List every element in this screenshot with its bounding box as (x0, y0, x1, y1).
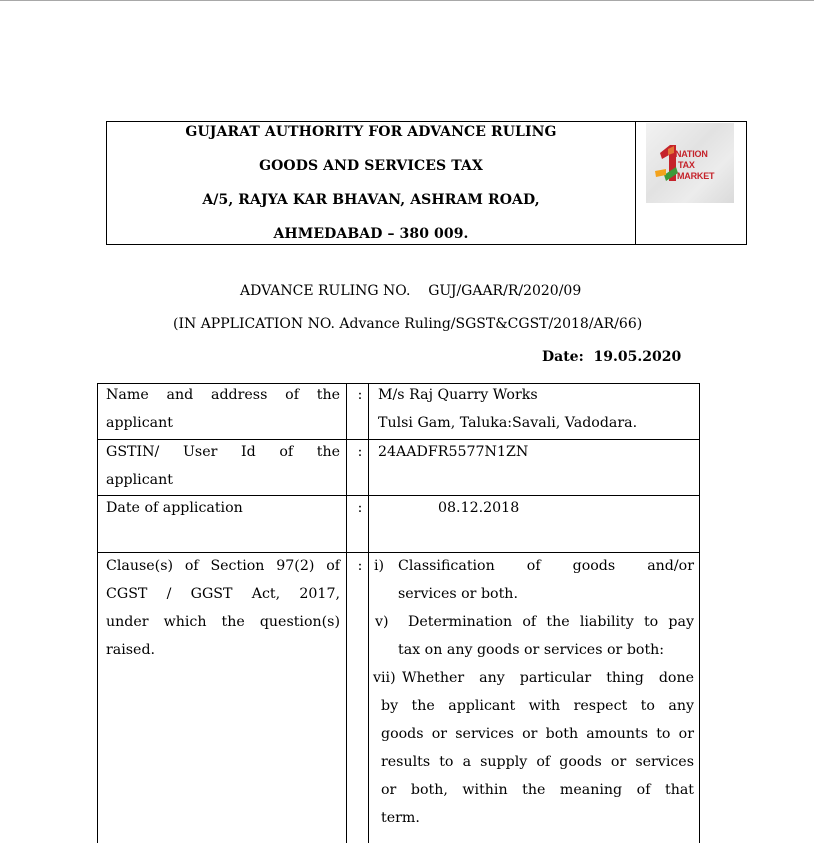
applicant-details-table (97, 383, 700, 843)
table-row-divider (98, 495, 699, 496)
clause-item-text: term. (381, 810, 420, 826)
authority-address-line: A/5, RAJYA KAR BHAVAN, ASHRAM ROAD, (202, 192, 540, 208)
table-row-label: GSTIN/ User Id of the (106, 444, 340, 460)
clause-item-text: goods or services or both amounts to or (381, 726, 694, 742)
application-number-line: (IN APPLICATION NO. Advance Ruling/SGST&CGST/2018/AR/66) (173, 316, 643, 332)
table-row-label: Date of application (106, 500, 243, 516)
table-colon: : (357, 558, 363, 574)
clause-item-text: Classification of goods and/or (398, 558, 694, 574)
logo-text-market: MARKET (677, 171, 715, 181)
clause-item-text: services or both. (398, 586, 518, 602)
advance-ruling-number-label: ADVANCE RULING NO. (240, 283, 411, 299)
table-row-label: raised. (106, 642, 156, 658)
clause-item-marker: vii) (373, 670, 396, 686)
clause-item-text: by the applicant with respect to any (381, 698, 694, 714)
application-date: 08.12.2018 (438, 500, 520, 516)
table-row-divider (98, 552, 699, 553)
clause-item-marker: i) (374, 558, 385, 574)
table-row-label: Name and address of the (106, 387, 340, 403)
clause-item-text: results to a supply of goods or services (381, 754, 694, 770)
one-nation-one-tax-logo (646, 123, 734, 203)
table-colon: : (357, 387, 363, 403)
logo-text-nation: NATION (675, 149, 708, 159)
table-row-label: applicant (106, 415, 173, 431)
applicant-gstin: 24AADFR5577N1ZN (378, 444, 529, 460)
table-colon: : (357, 500, 363, 516)
clause-item-marker: v) (375, 614, 389, 630)
applicant-address: Tulsi Gam, Taluka:Savali, Vadodara. (378, 415, 638, 431)
authority-name: GUJARAT AUTHORITY FOR ADVANCE RULING (185, 124, 557, 140)
header-divider (635, 122, 636, 244)
table-row-label: under which the question(s) (106, 614, 340, 630)
page-top-border (0, 0, 814, 1)
authority-header-box (106, 121, 747, 245)
table-row-label: Clause(s) of Section 97(2) of (106, 558, 340, 574)
ruling-date-label: Date: (542, 349, 584, 365)
applicant-name: M/s Raj Quarry Works (378, 387, 538, 403)
advance-ruling-number-line (240, 283, 581, 299)
authority-tax-title: GOODS AND SERVICES TAX (259, 158, 483, 174)
table-column-divider (368, 384, 369, 843)
clause-item-text: Determination of the liability to pay (408, 614, 694, 630)
clause-item-text: tax on any goods or services or both: (398, 642, 665, 658)
table-row-label: applicant (106, 472, 173, 488)
table-row-divider (98, 439, 699, 440)
clause-item-text: Whether any particular thing done (402, 670, 694, 686)
table-row-label: CGST / GGST Act, 2017, (106, 586, 340, 602)
authority-city-line: AHMEDABAD – 380 009. (273, 226, 469, 242)
ruling-date-line (542, 349, 681, 365)
ruling-date: 19.05.2020 (593, 349, 682, 365)
table-colon: : (357, 444, 363, 460)
advance-ruling-number: GUJ/GAAR/R/2020/09 (428, 283, 582, 299)
table-column-divider (346, 384, 347, 843)
logo-text-tax: TAX (678, 160, 695, 170)
clause-item-text: or both, within the meaning of that (381, 782, 694, 798)
